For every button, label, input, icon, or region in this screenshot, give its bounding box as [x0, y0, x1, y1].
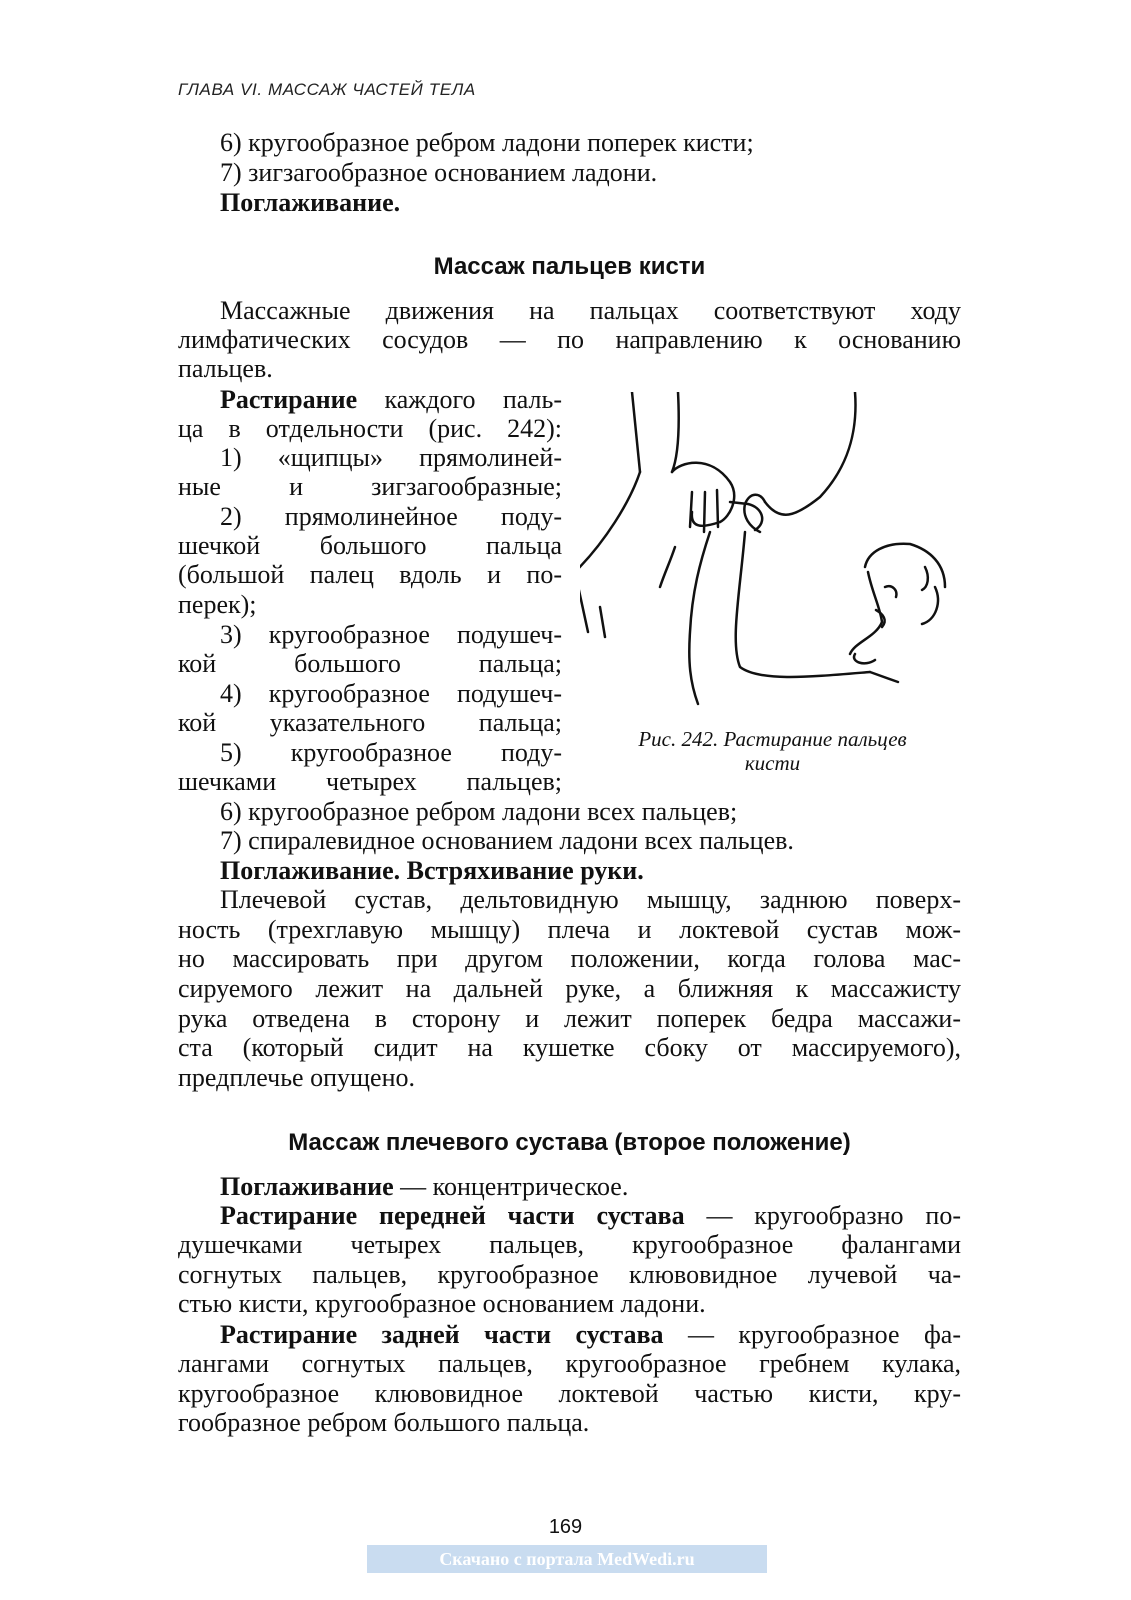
- text-line: Плечевой сустав, дельтовидную мышцу, заднюю поверх-: [220, 885, 961, 914]
- text-line: 2) прямолинейное поду-: [220, 502, 562, 531]
- text-line: шечками четырех пальцев;: [178, 767, 562, 796]
- download-banner[interactable]: Скачано с портала MedWedi.ru: [367, 1545, 767, 1573]
- caption-line: Рис. 242. Растирание пальцев: [638, 727, 907, 751]
- text-line: 5) кругообразное поду-: [220, 738, 562, 767]
- running-head: ГЛАВА VI. МАССАЖ ЧАСТЕЙ ТЕЛА: [178, 80, 476, 99]
- text-line: лимфатических сосудов — по направлению к основанию: [178, 325, 961, 354]
- text-line: [220, 1320, 961, 1350]
- text-line: 4) кругообразное подушеч-: [220, 679, 562, 708]
- text-line: но массировать при другом положении, когда голова мас-: [178, 944, 961, 973]
- text-line: ца в отдельности (рис. 242):: [178, 414, 562, 443]
- text-line: [220, 1172, 628, 1202]
- text-line: кой большого пальца;: [178, 649, 562, 678]
- bold-line: Поглаживание. Встряхивание руки.: [220, 856, 644, 885]
- bold-term: Растирание: [220, 385, 358, 414]
- text-line: шечкой большого пальца: [178, 531, 562, 560]
- text-line: 6) кругообразное ребром ладони поперек кисти;: [220, 128, 754, 157]
- text-line: ста (который сидит на кушетке сбоку от массируемого),: [178, 1033, 961, 1062]
- text-line: предплечье опущено.: [178, 1063, 415, 1092]
- text-line: 6) кругообразное ребром ладони всех пальцев;: [220, 797, 738, 826]
- text-span: — кругообразно по-: [706, 1201, 961, 1230]
- text-line: 7) зигзагообразное основанием ладони.: [220, 158, 658, 187]
- bold-line: Поглаживание.: [220, 188, 401, 217]
- text-line: [220, 385, 562, 415]
- text-span: — кругообразное фа-: [687, 1320, 961, 1349]
- bold-term: Растирание передней части сустава: [220, 1201, 685, 1230]
- text-line: 3) кругообразное подушеч-: [220, 620, 562, 649]
- bold-term: Растирание задней части сустава: [220, 1320, 664, 1349]
- text-line: ные и зигзагообразные;: [178, 472, 562, 501]
- figure-caption: [600, 727, 945, 775]
- caption-line: кисти: [744, 751, 801, 775]
- text-line: кой указательного пальца;: [178, 708, 562, 737]
- text-line: сируемого лежит на дальней руке, а ближняя к массажисту: [178, 974, 961, 1003]
- text-line: стью кисти, кругообразное основанием ладони.: [178, 1289, 706, 1318]
- section-heading: Массаж плечевого сустава (второе положение): [288, 1129, 851, 1156]
- text-line: пальцев.: [178, 354, 273, 383]
- page-number: 169: [548, 1516, 583, 1538]
- text-line: согнутых пальцев, кругообразное клювовидное лучевой ча-: [178, 1260, 961, 1289]
- text-line: 7) спиралевидное основанием ладони всех пальцев.: [220, 826, 794, 855]
- text-line: Массажные движения на пальцах соответствуют ходу: [220, 296, 961, 325]
- text-line: лангами согнутых пальцев, кругообразное гребнем кулака,: [178, 1349, 961, 1378]
- text-line: душечками четырех пальцев, кругообразное фалангами: [178, 1230, 961, 1259]
- text-span: — концентрическое.: [400, 1172, 629, 1201]
- text-line: (большой палец вдоль и по-: [178, 560, 562, 589]
- figure-finger-massage: [580, 392, 980, 712]
- bold-term: Поглаживание: [220, 1172, 394, 1201]
- text-line: кругообразное клювовидное локтевой частью кисти, кру-: [178, 1379, 961, 1408]
- text-span: каждого паль-: [384, 385, 562, 414]
- hand-massage-illustration: [580, 392, 980, 712]
- text-line: 1) «щипцы» прямолиней-: [220, 443, 562, 472]
- text-line: перек);: [178, 590, 257, 619]
- text-line: ность (трехглавую мышцу) плеча и локтевой сустав мож-: [178, 915, 961, 944]
- text-line: [220, 1201, 961, 1231]
- section-heading: Массаж пальцев кисти: [433, 253, 706, 280]
- text-line: рука отведена в сторону и лежит поперек бедра массажи-: [178, 1004, 961, 1033]
- text-line: гообразное ребром большого пальца.: [178, 1408, 590, 1437]
